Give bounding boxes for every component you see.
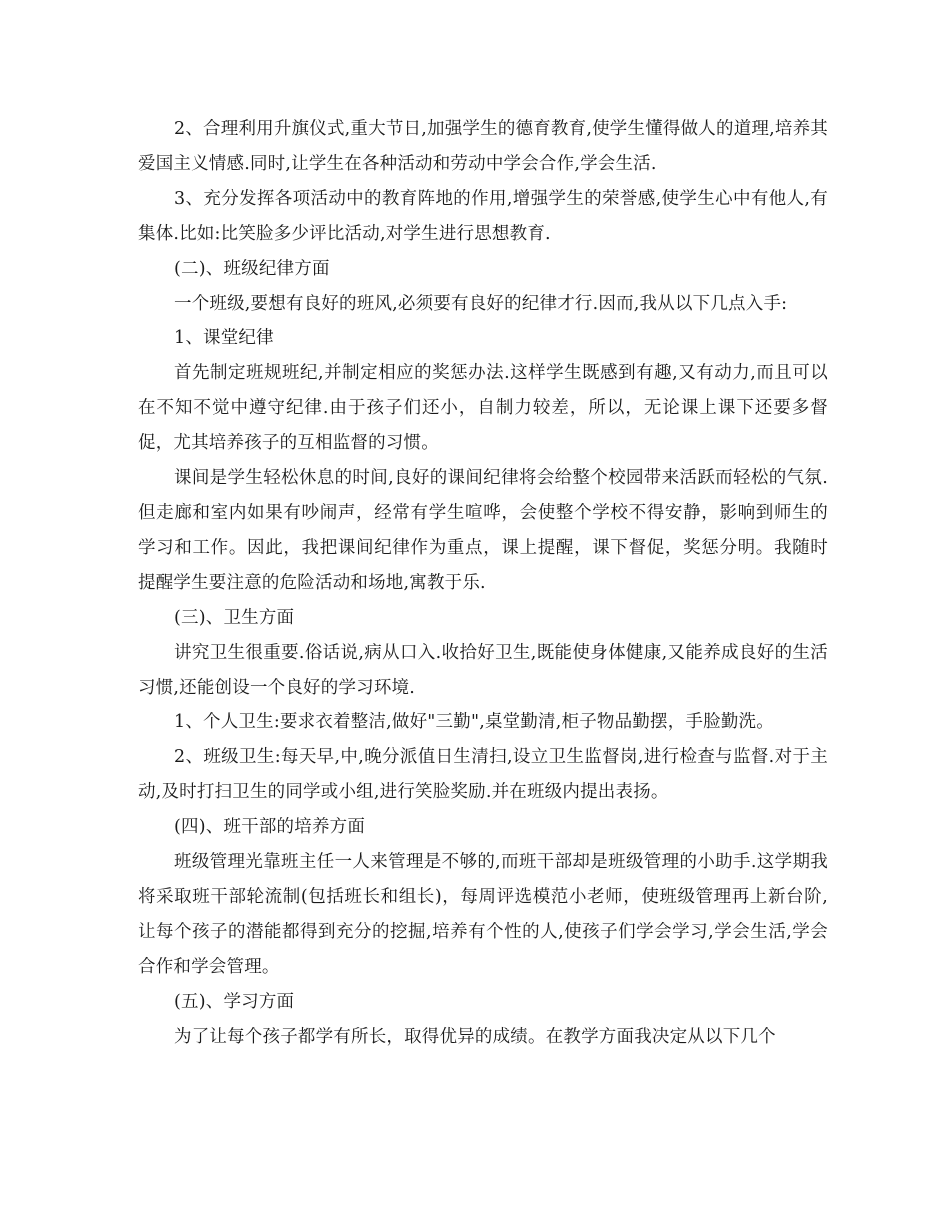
paragraph-class-hygiene: 2、班级卫生:每天早,中,晚分派值日生清扫,设立卫生监督岗,进行检查与监督.对于主动,及时打扫卫生的同学或小组,进行笑脸奖励.并在班级内提出表扬。 [138, 747, 828, 803]
section-heading-class-cadres: (四)、班干部的培养方面 [174, 817, 366, 838]
paragraph-break-time: 课间是学生轻松休息的时间,良好的课间纪律将会给整个校园带来活跃而轻松的气氛.但走廊和室内如果有吵闹声，经常有学生喧哗，会使整个学校不得安静，影响到师生的学习和工作。因此，我把课间纪律作为重点，课上提醒，课下督促，奖惩分明。我随时提醒学生要注意的危险活动和场地,寓教于乐. [138, 468, 828, 593]
paragraph-item-2-flag-ceremony: 2、合理利用升旗仪式,重大节日,加强学生的德育教育,使学生懂得做人的道理,培养其爱国主义情感.同时,让学生在各种活动和劳动中学会合作,学会生活. [138, 119, 828, 174]
section-heading-discipline: (二)、班级纪律方面 [174, 258, 330, 279]
paragraph-item-3-activities: 3、充分发挥各项活动中的教育阵地的作用,增强学生的荣誉感,使学生心中有他人,有集体.比如:比笑脸多少评比活动,对学生进行思想教育. [138, 188, 828, 244]
paragraph-classroom-rules: 首先制定班规班纪,并制定相应的奖惩办法.这样学生既感到有趣,又有动力,而且可以在不知不觉中遵守纪律.由于孩子们还小，自制力较差，所以，无论课上课下还要多督促，尤其培养孩子的互相监督的习惯。 [138, 363, 828, 454]
section-heading-study: (五)、学习方面 [174, 991, 295, 1012]
document-body [138, 112, 828, 1054]
section-heading-hygiene: (三)、卫生方面 [174, 607, 295, 628]
paragraph-discipline-intro: 一个班级,要想有良好的班风,必须要有良好的纪律才行.因而,我从以下几点入手: [174, 293, 788, 314]
paragraph-hygiene-intro: 讲究卫生很重要.俗话说,病从口入.收拾好卫生,既能使身体健康,又能养成良好的生活习惯,还能创设一个良好的学习环境. [138, 642, 828, 698]
paragraph-study-intro: 为了让每个孩子都学有所长，取得优异的成绩。在教学方面我决定从以下几个 [174, 1026, 776, 1047]
paragraph-personal-hygiene: 1、个人卫生:要求衣着整洁,做好"三勤",桌堂勤清,柜子物品勤摆，手脸勤洗。 [174, 712, 774, 733]
subheading-classroom-discipline: 1、课堂纪律 [174, 328, 274, 349]
paragraph-class-cadres: 班级管理光靠班主任一人来管理是不够的,而班干部却是班级管理的小助手.这学期我将采取班干部轮流制(包括班长和组长)，每周评选模范小老师，使班级管理再上新台阶,让每个孩子的潜能都得到充分的挖掘,培养有个性的人,使孩子们学会学习,学会生活,学会合作和学会管理。 [138, 852, 828, 977]
